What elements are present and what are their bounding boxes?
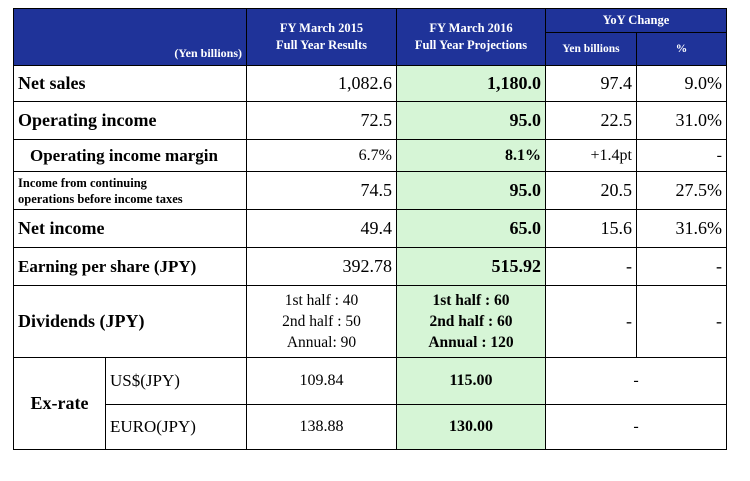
row-label: Operating income: [14, 102, 247, 140]
exrate-label: Ex-rate: [14, 358, 106, 450]
dividends-fy2016: 1st half : 60 2nd half : 60 Annual : 120: [397, 286, 546, 358]
fy2016-value: 95.0: [397, 102, 546, 140]
fy2015-header: FY March 2015 Full Year Results: [247, 9, 397, 66]
fy2015-value: 72.5: [247, 102, 397, 140]
yoy-yen-header: Yen billions: [546, 33, 637, 66]
usd-yoy: -: [546, 358, 727, 405]
yoy-header: YoY Change: [546, 9, 727, 33]
units-header: (Yen billions): [14, 9, 247, 66]
eur-label: EURO(JPY): [106, 405, 247, 450]
fy2015-value: 392.78: [247, 248, 397, 286]
table-row: [14, 210, 727, 248]
fy2015-value: 74.5: [247, 172, 397, 210]
exrate-usd-row: [14, 358, 727, 405]
dividends-fy2015: 1st half : 40 2nd half : 50 Annual: 90: [247, 286, 397, 358]
usd-label: US$(JPY): [106, 358, 247, 405]
dividends-label: Dividends (JPY): [14, 286, 247, 358]
table-row: [14, 102, 727, 140]
fy2016-header: FY March 2016 Full Year Projections: [397, 9, 546, 66]
yoy-yen-value: 97.4: [546, 66, 637, 102]
yoy-yen-value: +1.4pt: [546, 140, 637, 172]
table-row: [14, 172, 727, 210]
fy2016-value: 8.1%: [397, 140, 546, 172]
dividends-yoy-yen: -: [546, 286, 637, 358]
yoy-pct-value: -: [637, 140, 727, 172]
yoy-pct-value: -: [637, 248, 727, 286]
yoy-yen-value: 22.5: [546, 102, 637, 140]
yoy-yen-value: 15.6: [546, 210, 637, 248]
eur-fy2016: 130.00: [397, 405, 546, 450]
eur-yoy: -: [546, 405, 727, 450]
fy2015-value: 6.7%: [247, 140, 397, 172]
row-label: Earning per share (JPY): [14, 248, 247, 286]
financial-summary-table: [13, 8, 727, 450]
row-label: Income from continuing operations before income taxes: [14, 172, 247, 210]
fy2016-value: 1,180.0: [397, 66, 546, 102]
table-row: [14, 248, 727, 286]
fy2016-value: 65.0: [397, 210, 546, 248]
dividends-yoy-pct: -: [637, 286, 727, 358]
fy2016-value: 95.0: [397, 172, 546, 210]
yoy-yen-value: -: [546, 248, 637, 286]
eur-fy2015: 138.88: [247, 405, 397, 450]
yoy-pct-value: 31.0%: [637, 102, 727, 140]
table-row: [14, 140, 727, 172]
usd-fy2016: 115.00: [397, 358, 546, 405]
yoy-pct-header: %: [637, 33, 727, 66]
yoy-pct-value: 31.6%: [637, 210, 727, 248]
usd-fy2015: 109.84: [247, 358, 397, 405]
fy2016-value: 515.92: [397, 248, 546, 286]
yoy-pct-value: 9.0%: [637, 66, 727, 102]
row-label: Operating income margin: [14, 140, 247, 172]
yoy-pct-value: 27.5%: [637, 172, 727, 210]
fy2015-value: 1,082.6: [247, 66, 397, 102]
row-label: Net income: [14, 210, 247, 248]
dividends-row: [14, 286, 727, 358]
row-label: Net sales: [14, 66, 247, 102]
fy2015-value: 49.4: [247, 210, 397, 248]
yoy-yen-value: 20.5: [546, 172, 637, 210]
table-row: [14, 66, 727, 102]
exrate-eur-row: [14, 405, 727, 450]
